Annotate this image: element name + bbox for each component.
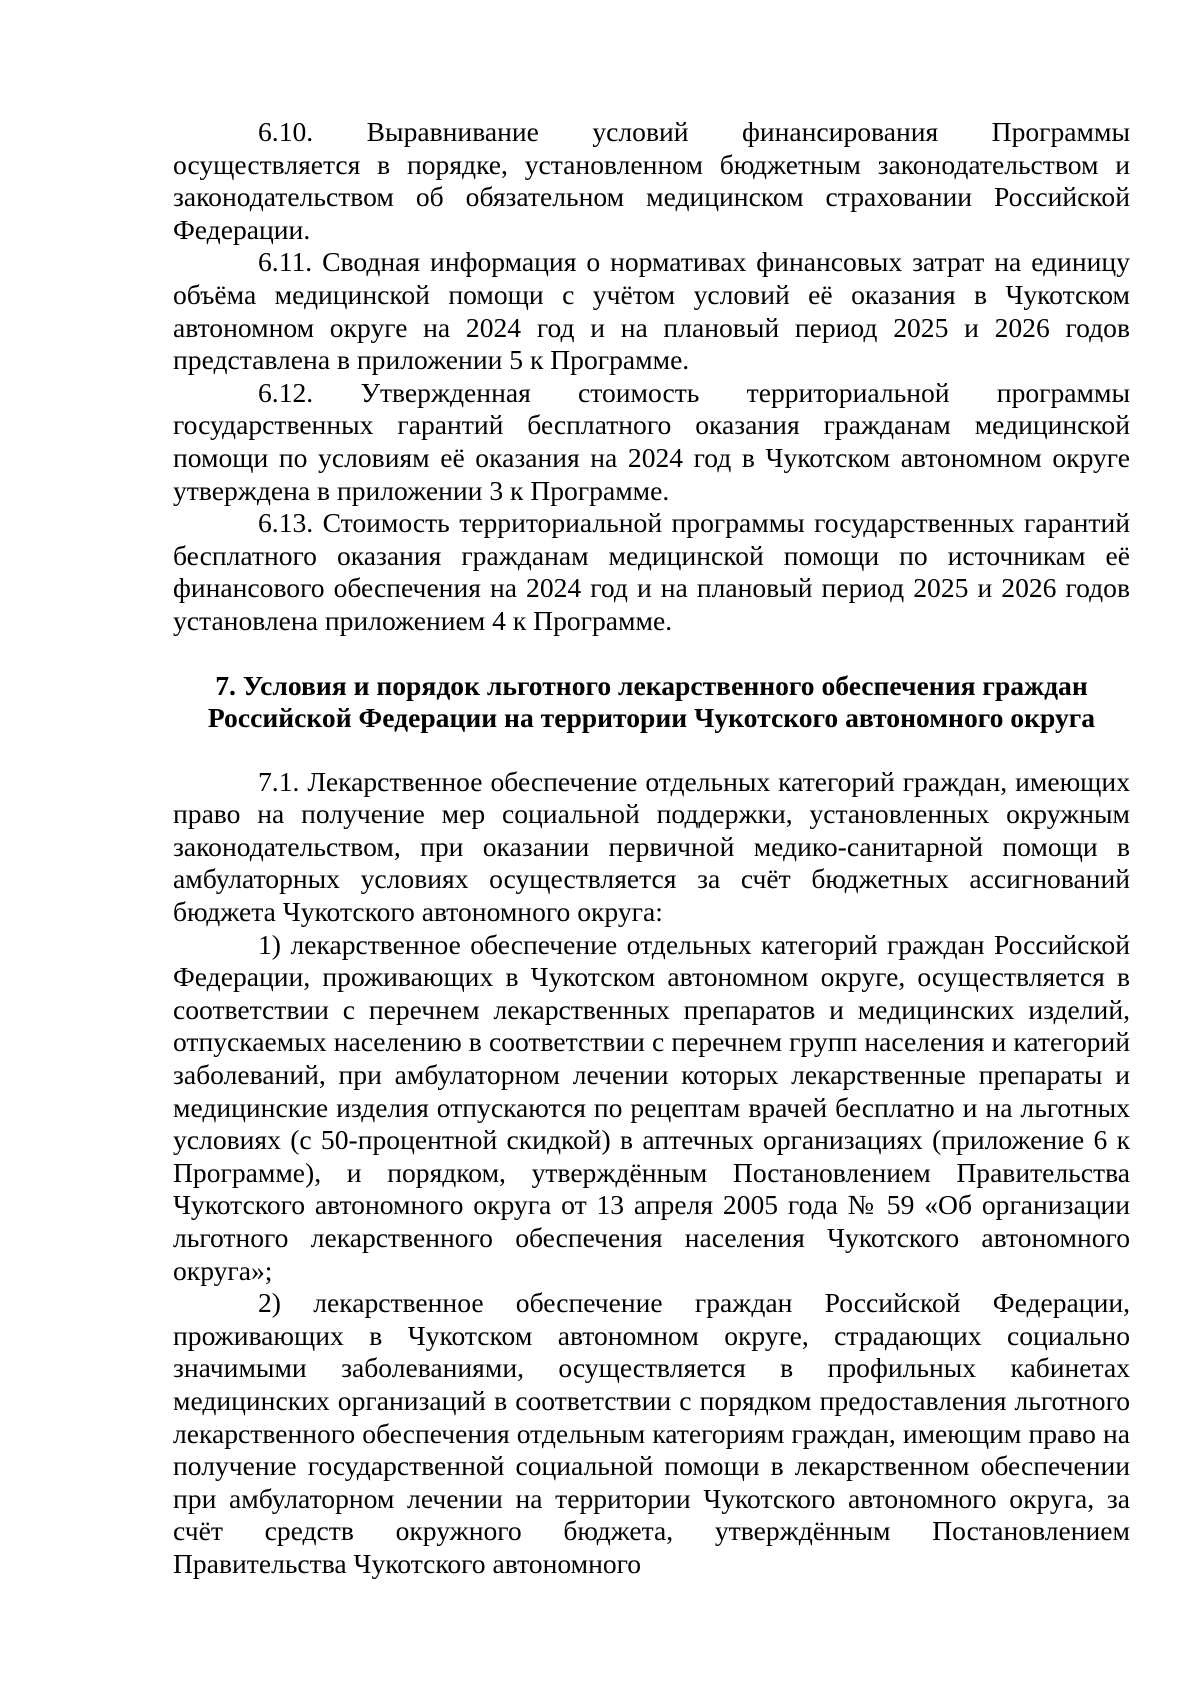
paragraph-7-1-item-1: 1) лекарственное обеспечение отдельных категорий граждан Российской Федерации, проживающих в Чукотском автономном округе, осуществляется в соответствии с перечнем лекарственных препаратов и медицинских изделий, отпускаемых населению в соответствии с перечнем групп населения и категорий заболеваний, при амбулаторном лечении которых лекарственные препараты и медицинские изделия отпускаются по рецептам врачей бесплатно и на льготных условиях (с 50-процентной скидкой) в аптечных организациях (приложение 6 к Программе), и порядком, утверждённым Постановлением Правительства Чукотского автономного округа от 13 апреля 2005 года № 59 «Об организации льготного лекарственного обеспечения населения Чукотского автономного округа»; [173, 928, 1130, 1286]
section-7-heading-line-1: 7. Условия и порядок льготного лекарственного обеспечения граждан [215, 669, 1088, 701]
document-page [173, 116, 1130, 1581]
paragraph-6-13: 6.13. Стоимость территориальной программы государственных гарантий бесплатного оказания гражданам медицинской помощи по источникам её финансового обеспечения на 2024 год и на плановый период 2025 и 2026 годов установлена приложением 4 к Программе. [173, 507, 1130, 636]
paragraph-7-1: 7.1. Лекарственное обеспечение отдельных категорий граждан, имеющих право на получение мер социальной поддержки, установленных окружным законодательством, при оказании первичной медико-санитарной помощи в амбулаторных условиях осуществляется за счёт бюджетных ассигнований бюджета Чукотского автономного округа: [173, 765, 1130, 928]
paragraph-6-10: 6.10. Выравнивание условий финансирования Программы осуществляется в порядке, установленном бюджетным законодательством и законодательством об обязательном медицинском страховании Российской Федерации. [173, 116, 1130, 245]
paragraph-6-12: 6.12. Утвержденная стоимость территориальной программы государственных гарантий бесплатного оказания гражданам медицинской помощи по условиям её оказания на 2024 год в Чукотском автономном округе утверждена в приложении 3 к Программе. [173, 376, 1130, 506]
paragraph-7-1-item-2: 2) лекарственное обеспечение граждан Российской Федерации, проживающих в Чукотском автономном округе, страдающих социально значимыми заболеваниями, осуществляется в профильных кабинетах медицинских организаций в соответствии с порядком предоставления льготного лекарственного обеспечения отдельным категориям граждан, имеющим право на получение государственной социальной помощи в лекарственном обеспечении при амбулаторном лечении на территории Чукотского автономного округа, за счёт средств окружного бюджета, утверждённым Постановлением Правительства Чукотского автономного [173, 1287, 1130, 1579]
section-7-heading [173, 670, 1130, 735]
section-7-heading-line-2: Российской Федерации на территории Чукотского автономного округа [207, 702, 1096, 734]
paragraph-6-11: 6.11. Сводная информация о нормативах финансовых затрат на единицу объёма медицинской помощи с учётом условий её оказания в Чукотском автономном округе на 2024 год и на плановый период 2025 и 2026 годов представлена в приложении 5 к Программе. [173, 246, 1130, 376]
